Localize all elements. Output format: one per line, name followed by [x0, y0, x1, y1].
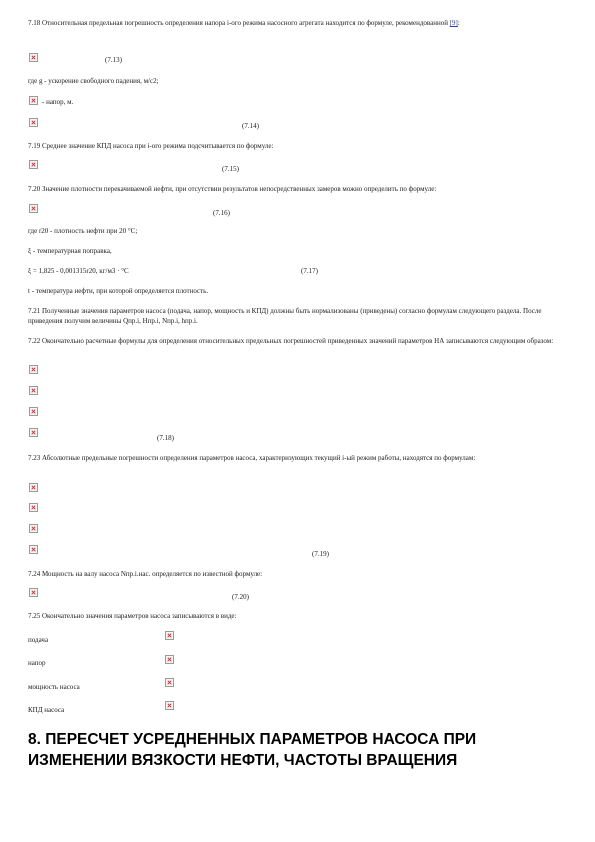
paragraph-7-25: 7.25 Окончательно значения параметров насоса записываются в виде:	[28, 612, 237, 620]
equation-number-7-18: (7.18)	[157, 434, 174, 442]
equation-number-7-13: (7.13)	[105, 56, 122, 64]
t-definition: t - температура нефти, при которой определяется плотность.	[28, 287, 209, 295]
rho-definition: где r20 - плотность нефти при 20 °С;	[28, 227, 138, 235]
broken-image-icon	[29, 53, 38, 62]
paragraph-7-19: 7.19 Среднее значение КПД насоса при i-ого режима подсчитывается по формуле:	[28, 142, 274, 150]
paragraph-7-23: 7.23 Абсолютные предельные погрешности определения параметров насоса, характеризующих текущий i-ый режим работы, находятся по формулам:	[28, 454, 476, 462]
paragraph-7-18-text: 7.18 Относительная предельная погрешность определения напора i-ого режима насосного агрегата находится по формуле, рекомендованной	[28, 19, 450, 27]
broken-image-icon	[29, 588, 38, 597]
paragraph-7-20: 7.20 Значение плотности перекачиваемой нефти, при отсутствии результатов непосредственных замеров можно определить по формуле:	[28, 185, 437, 193]
equation-number-7-16: (7.16)	[213, 209, 230, 217]
broken-image-icon	[29, 204, 38, 213]
broken-image-icon	[165, 631, 174, 640]
list-item-power: мощность насоса	[28, 683, 80, 691]
g-definition: где g - ускорение свободного падения, м/с2;	[28, 77, 159, 85]
equation-number-7-17: (7.17)	[301, 267, 318, 275]
paragraph-7-18-colon: :	[457, 19, 460, 27]
equation-number-7-14: (7.14)	[242, 122, 259, 130]
list-item-head: напор	[28, 659, 46, 667]
h-definition: - напор, м.	[42, 98, 74, 106]
paragraph-7-22: 7.22 Окончательно расчетные формулы для определения относительных предельных погрешностей приведенных значений параметров НА записываются следующим образом:	[28, 337, 554, 345]
paragraph-7-18	[28, 18, 568, 28]
list-item-flow: подача	[28, 636, 49, 644]
equation-number-7-20: (7.20)	[232, 593, 249, 601]
broken-image-icon	[29, 483, 38, 492]
broken-image-icon	[165, 655, 174, 664]
xi-formula: ξ = 1,825 - 0,001315r20, кг/м3 · °С	[28, 267, 129, 275]
section-heading-8: 8. ПЕРЕСЧЕТ УСРЕДНЕННЫХ ПАРАМЕТРОВ НАСОСА ПРИ ИЗМЕНЕНИИ ВЯЗКОСТИ НЕФТИ, ЧАСТОТЫ ВРАЩЕНИЯ	[28, 731, 477, 769]
list-item-efficiency: КПД насоса	[28, 706, 65, 714]
broken-image-icon	[29, 545, 38, 554]
broken-image-icon	[29, 428, 38, 437]
xi-definition: ξ - температурная поправка,	[28, 247, 112, 255]
broken-image-icon	[29, 365, 38, 374]
reference-link-9[interactable]: [9]	[449, 19, 458, 27]
paragraph-7-21: 7.21 Полученные значения параметров насоса (подача, напор, мощность и КПД) должны быть нормализованы (приведены) согласно формулам следующего раздела. После приведения получим величины Qпр.i, Hпр.i, Nпр.i, hпр.i.	[28, 307, 542, 325]
broken-image-icon	[29, 524, 38, 533]
broken-image-icon	[165, 678, 174, 687]
broken-image-icon	[29, 118, 38, 127]
equation-number-7-15: (7.15)	[222, 165, 239, 173]
broken-image-icon	[29, 386, 38, 395]
broken-image-icon	[29, 160, 38, 169]
broken-image-icon	[29, 96, 38, 105]
broken-image-icon	[165, 701, 174, 710]
broken-image-icon	[29, 503, 38, 512]
equation-number-7-19: (7.19)	[312, 550, 329, 558]
paragraph-7-24: 7.24 Мощность на валу насоса Nпр.i.нас. определяется по известной формуле:	[28, 570, 263, 578]
broken-image-icon	[29, 407, 38, 416]
